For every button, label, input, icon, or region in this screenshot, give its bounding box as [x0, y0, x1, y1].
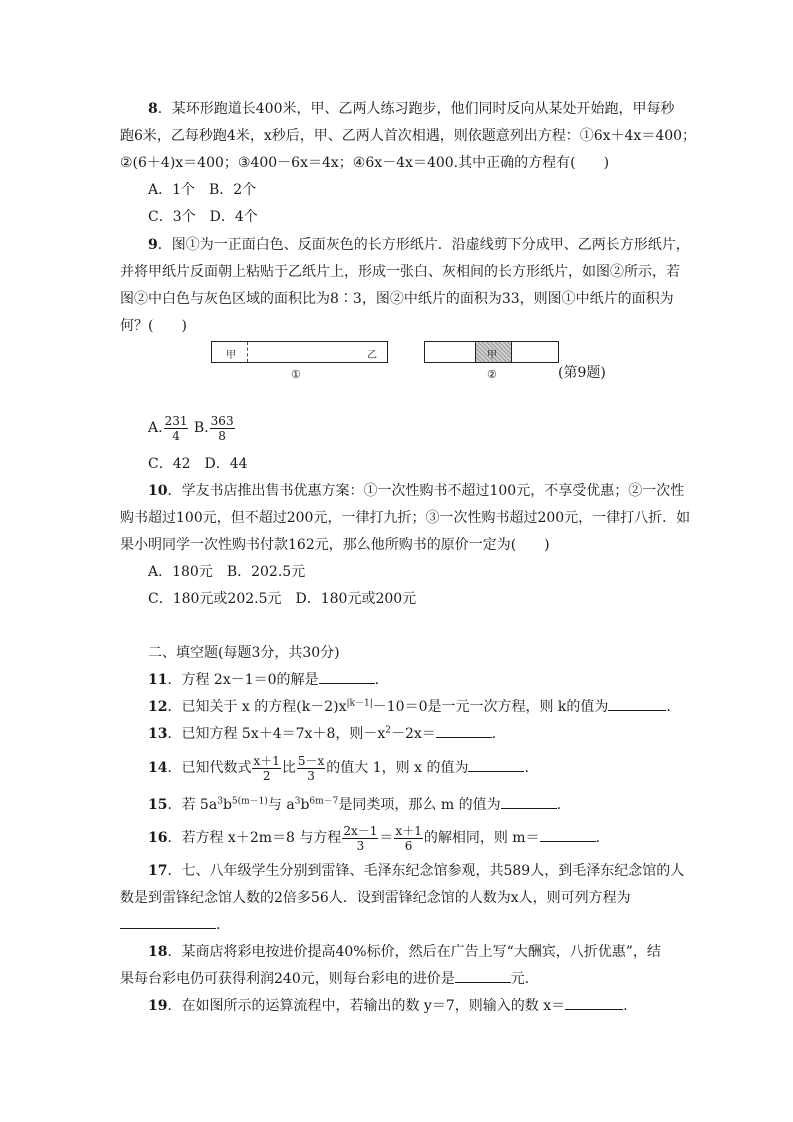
figure-1-strip: [211, 341, 388, 363]
q15-number: 15: [148, 797, 168, 813]
q14: [148, 752, 529, 784]
q12-text-pre: ．已知关于 x 的方程(k－2)x: [167, 699, 347, 715]
q17-text-1: ．七、八年级学生分别到雷锋、毛泽东纪念馆参观，共589人，到毛泽东纪念馆的人: [167, 863, 685, 879]
q14-number: 14: [148, 760, 168, 776]
q8-options-cd: C．3个 D．4个: [148, 209, 258, 225]
q16-fraction-2-numerator: x＋1: [395, 823, 422, 838]
q16-equals: ＝: [379, 830, 394, 846]
q18-answer-blank[interactable]: [455, 970, 511, 983]
q16-fraction-1-denominator: 3: [356, 838, 365, 853]
q18-text-2: 果每台彩电仍可获得利润240元，则每台彩电的进价是: [120, 971, 455, 987]
q15: [148, 796, 561, 814]
q14-fraction-1: [252, 754, 280, 783]
q15-end: .: [556, 797, 562, 813]
q9-text-1: ．图①为一正面白色、反面灰色的长方形纸片．沿虚线剪下分成甲、乙两长方形纸片，: [157, 237, 690, 253]
q16: [148, 822, 600, 854]
q13-text-post: －2x＝: [390, 726, 436, 742]
q18-text-1: ．某商店将彩电按进价提高40%标价，然后在广告上写“大酬宾，八折优惠”，结: [167, 944, 661, 960]
q9-option-b-numerator: 363: [210, 413, 234, 428]
q12-answer-blank[interactable]: [608, 698, 666, 711]
q18-line1: [148, 943, 661, 961]
q18-number: 18: [148, 944, 168, 960]
q13-end: .: [491, 726, 497, 742]
q16-fraction-2: [394, 824, 422, 853]
q15-exp-1: 3: [217, 796, 223, 807]
q9-option-b-denominator: 8: [218, 428, 226, 443]
q8-number: 8: [148, 101, 158, 117]
q16-text-post: 的解相同，则 m＝: [423, 830, 540, 846]
q12-end: .: [666, 699, 671, 715]
q13-text-pre: ．已知方程 5x＋4＝7x＋8，则－x: [167, 726, 386, 742]
q16-text-pre: ．若方程 x＋2m＝8 与方程: [167, 830, 342, 846]
q19-end: .: [623, 998, 628, 1014]
figure-2-strip: [424, 341, 559, 363]
q9-option-b-prefix: B.: [193, 420, 209, 436]
figure-1-dashed-cut: [247, 342, 248, 362]
q14-fraction-1-denominator: 2: [262, 768, 271, 783]
figure-1-label-yi: 乙: [367, 350, 377, 361]
q9-options-cd: C．42 D．44: [148, 456, 248, 472]
q14-answer-blank[interactable]: [468, 759, 524, 772]
q9-line1: [148, 236, 690, 254]
q11-text: ．方程 2x－1＝0的解是: [167, 672, 319, 688]
q19-text: ．在如图所示的运算流程中，若输出的数 y＝7，则输入的数 x＝: [167, 998, 566, 1014]
q16-fraction-1-numerator: 2x－1: [343, 823, 378, 838]
q13-exponent: 2: [385, 725, 391, 736]
q9-number: 9: [148, 237, 158, 253]
figure-label: (第9题): [558, 365, 606, 381]
q17-line1: [148, 862, 684, 880]
q16-fraction-2-denominator: 6: [404, 838, 413, 853]
q10-options-ab: A．180元 B．202.5元: [148, 564, 306, 580]
q10-number: 10: [148, 483, 168, 499]
q11-end: .: [374, 672, 380, 688]
q14-fraction-1-numerator: x＋1: [253, 753, 280, 768]
q18-line2: [120, 970, 529, 988]
figure-1-label-jia: 甲: [226, 350, 236, 361]
figure-2-label-jia: 甲: [487, 350, 497, 361]
q15-var-b2: b: [300, 797, 310, 813]
q15-var-b: b: [222, 797, 232, 813]
q12-text-post: －10＝0是一元一次方程，则 k的值为: [372, 699, 609, 715]
q18-end: 元.: [510, 971, 530, 987]
q16-end: .: [595, 830, 601, 846]
q16-number: 16: [148, 830, 168, 846]
q14-text-pre: ．已知代数式: [167, 760, 252, 776]
q14-fraction-2-denominator: 3: [307, 768, 315, 783]
q11: [148, 671, 379, 689]
q15-exp-4: 6m－7: [309, 796, 339, 807]
q8-line1: [148, 100, 674, 118]
q13-answer-blank[interactable]: [436, 725, 492, 738]
q8-options-ab: A．1个 B．2个: [148, 182, 257, 198]
q17-answer-blank[interactable]: [120, 916, 216, 929]
q19: [148, 997, 628, 1015]
q12: [148, 698, 671, 716]
q9-options-ab: [148, 412, 236, 444]
figure-2-caption: ②: [487, 368, 497, 381]
q14-fraction-2: [297, 754, 325, 783]
q9-option-a-numerator: 231: [164, 413, 188, 428]
q17-number: 17: [148, 863, 168, 879]
q19-number: 19: [148, 998, 168, 1014]
q8-text-1: ．某环形跑道长400米，甲、乙两人练习跑步，他们同时反向从某处开始跑，甲每秒: [157, 101, 675, 117]
q17-line3: [120, 916, 220, 934]
q16-answer-blank[interactable]: [540, 829, 596, 842]
q17-end: .: [216, 917, 221, 933]
q15-text-post: 是同类项，那么 m 的值为: [338, 797, 501, 813]
q9-option-a-fraction: [164, 414, 189, 443]
section-2-heading: 二、填空题(每题3分，共30分): [148, 645, 340, 661]
q8-line2: 跑6米，乙每秒跑4米，x秒后，甲、乙两人首次相遇，则依题意列出方程：①6x＋4x＝400；: [120, 128, 697, 144]
q16-fraction-1: [342, 824, 378, 853]
q9-line2: 并将甲纸片反面朝上粘贴于乙纸片上，形成一张白、灰相间的长方形纸片，如图②所示，若: [120, 264, 680, 280]
q9-option-b-fraction: [210, 414, 235, 443]
q14-fraction-2-numerator: 5－x: [297, 753, 325, 768]
q19-answer-blank[interactable]: [565, 997, 623, 1010]
q15-answer-blank[interactable]: [501, 796, 557, 809]
q9-line4: 何？( ): [120, 318, 187, 334]
q9-option-a-prefix: A.: [148, 420, 163, 436]
q15-exp-3: 3: [294, 796, 301, 807]
q9-option-a-denominator: 4: [172, 428, 180, 443]
q10-line3: 果小明同学一次性购书付款162元，那么他所购书的原价一定为( ): [120, 537, 550, 553]
q13-number: 13: [148, 726, 168, 742]
q11-number: 11: [148, 672, 168, 688]
q12-exponent: |k－1|: [346, 698, 373, 709]
q15-exp-2: 5(m－1): [231, 796, 268, 807]
q14-text-mid: 比: [281, 760, 296, 776]
q15-text-mid: 与 a: [267, 797, 295, 813]
q12-number: 12: [148, 699, 168, 715]
q15-text-pre: ．若 5a: [167, 797, 218, 813]
q14-text-post: 的值大 1，则 x 的值为: [326, 760, 469, 776]
q14-end: .: [524, 760, 529, 776]
q10-text-1: ．学友书店推出售书优惠方案：①一次性购书不超过100元，不享受优惠；②一次性: [167, 483, 685, 499]
figure-1-caption: ①: [291, 368, 301, 381]
q9-line3: 图②中白色与灰色区域的面积比为8∶3，图②中纸片的面积为33，则图①中纸片的面积为: [120, 291, 674, 307]
q11-answer-blank[interactable]: [319, 671, 375, 684]
q8-line3: ②(6＋4)x＝400；③400－6x＝4x；④6x－4x＝400.其中正确的方程有( ): [120, 155, 610, 171]
q10-line1: [148, 482, 684, 500]
q10-line2: 购书超过100元，但不超过200元，一律打九折；③一次性购书超过200元，一律打八折．如: [120, 510, 691, 526]
figure-2-gray-region: [475, 342, 512, 362]
q10-options-cd: C．180元或202.5元 D．180元或200元: [148, 591, 417, 607]
q13: [148, 725, 496, 743]
q17-line2: 数是到雷锋纪念馆人数的2倍多56人．设到雷锋纪念馆的人数为x人，则可列方程为: [120, 890, 631, 906]
